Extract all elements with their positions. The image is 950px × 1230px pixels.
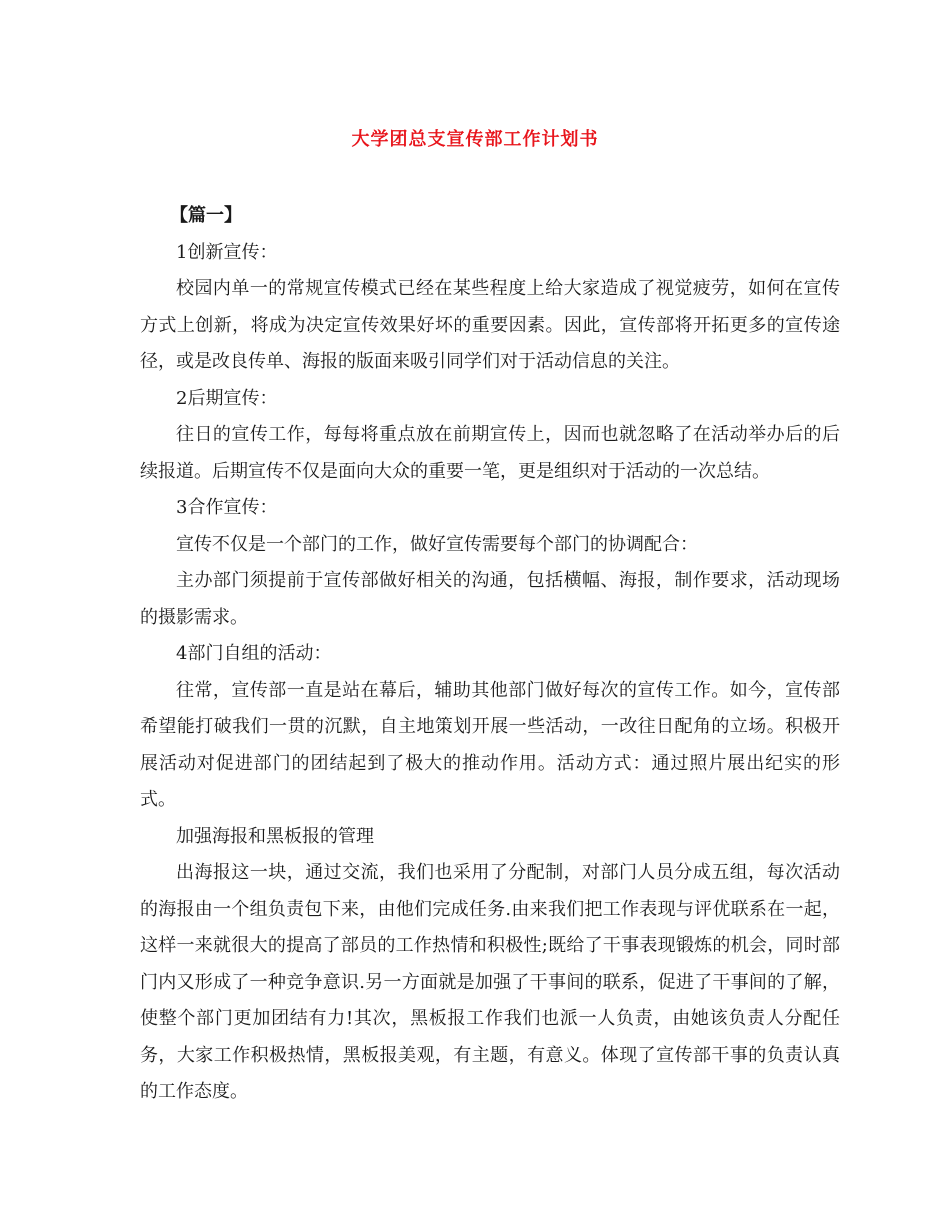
item-heading: 加强海报和黑板报的管理	[176, 825, 374, 847]
item-heading: 2后期宣传：	[176, 387, 278, 409]
paragraph: 宣传不仅是一个部门的工作，做好宣传需要每个部门的协调配合：	[176, 533, 698, 555]
paragraph: 校园内单一的常规宣传模式已经在某些程度上给大家造成了视觉疲劳，如何在宣传方式上创新，将成为决定宣传效果好坏的重要因素。因此，宣传部将开拓更多的宣传途径，或是改良传单、海报的版面来吸引同学们对于活动信息的关注。	[140, 278, 840, 372]
item-heading: 1创新宣传：	[176, 241, 278, 263]
item-heading: 3合作宣传：	[176, 497, 278, 518]
section-tag: 【篇一】	[170, 205, 242, 226]
paragraph: 主办部门须提前于宣传部做好相关的沟通，包括横幅、海报，制作要求，活动现场的摄影需求。	[140, 570, 840, 628]
document-title: 大学团总支宣传部工作计划书	[351, 129, 599, 150]
paragraph: 往常，宣传部一直是站在幕后，辅助其他部门做好每次的宣传工作。如今，宣传部希望能打破我们一贯的沉默，自主地策划开展一些活动，一改往日配角的立场。积极开展活动对促进部门的团结起到了极大的推动作用。活动方式：通过照片展出纪实的形式。	[140, 679, 840, 810]
item-heading: 4部门自组的活动：	[176, 643, 332, 664]
document-body	[140, 198, 840, 1111]
paragraph: 往日的宣传工作，每每将重点放在前期宣传上，因而也就忽略了在活动举办后的后续报道。后期宣传不仅是面向大众的重要一笔，更是组织对于活动的一次总结。	[140, 424, 840, 482]
paragraph: 出海报这一块，通过交流，我们也采用了分配制，对部门人员分成五组，每次活动的海报由一个组负责包下来，由他们完成任务.由来我们把工作表现与评优联系在一起，这样一来就很大的提高了部员的工作热情和积极性;既给了干事表现锻炼的机会，同时部门内又形成了一种竞争意识.另一方面就是加强了干事间的联系，促进了干事间的了解，使整个部门更加团结有力!其次，黑板报工作我们也派一人负责，由她该负责人分配任务，大家工作积极热情，黑板报美观，有主题，有意义。体现了宣传部干事的负责认真的工作态度。	[140, 862, 840, 1102]
